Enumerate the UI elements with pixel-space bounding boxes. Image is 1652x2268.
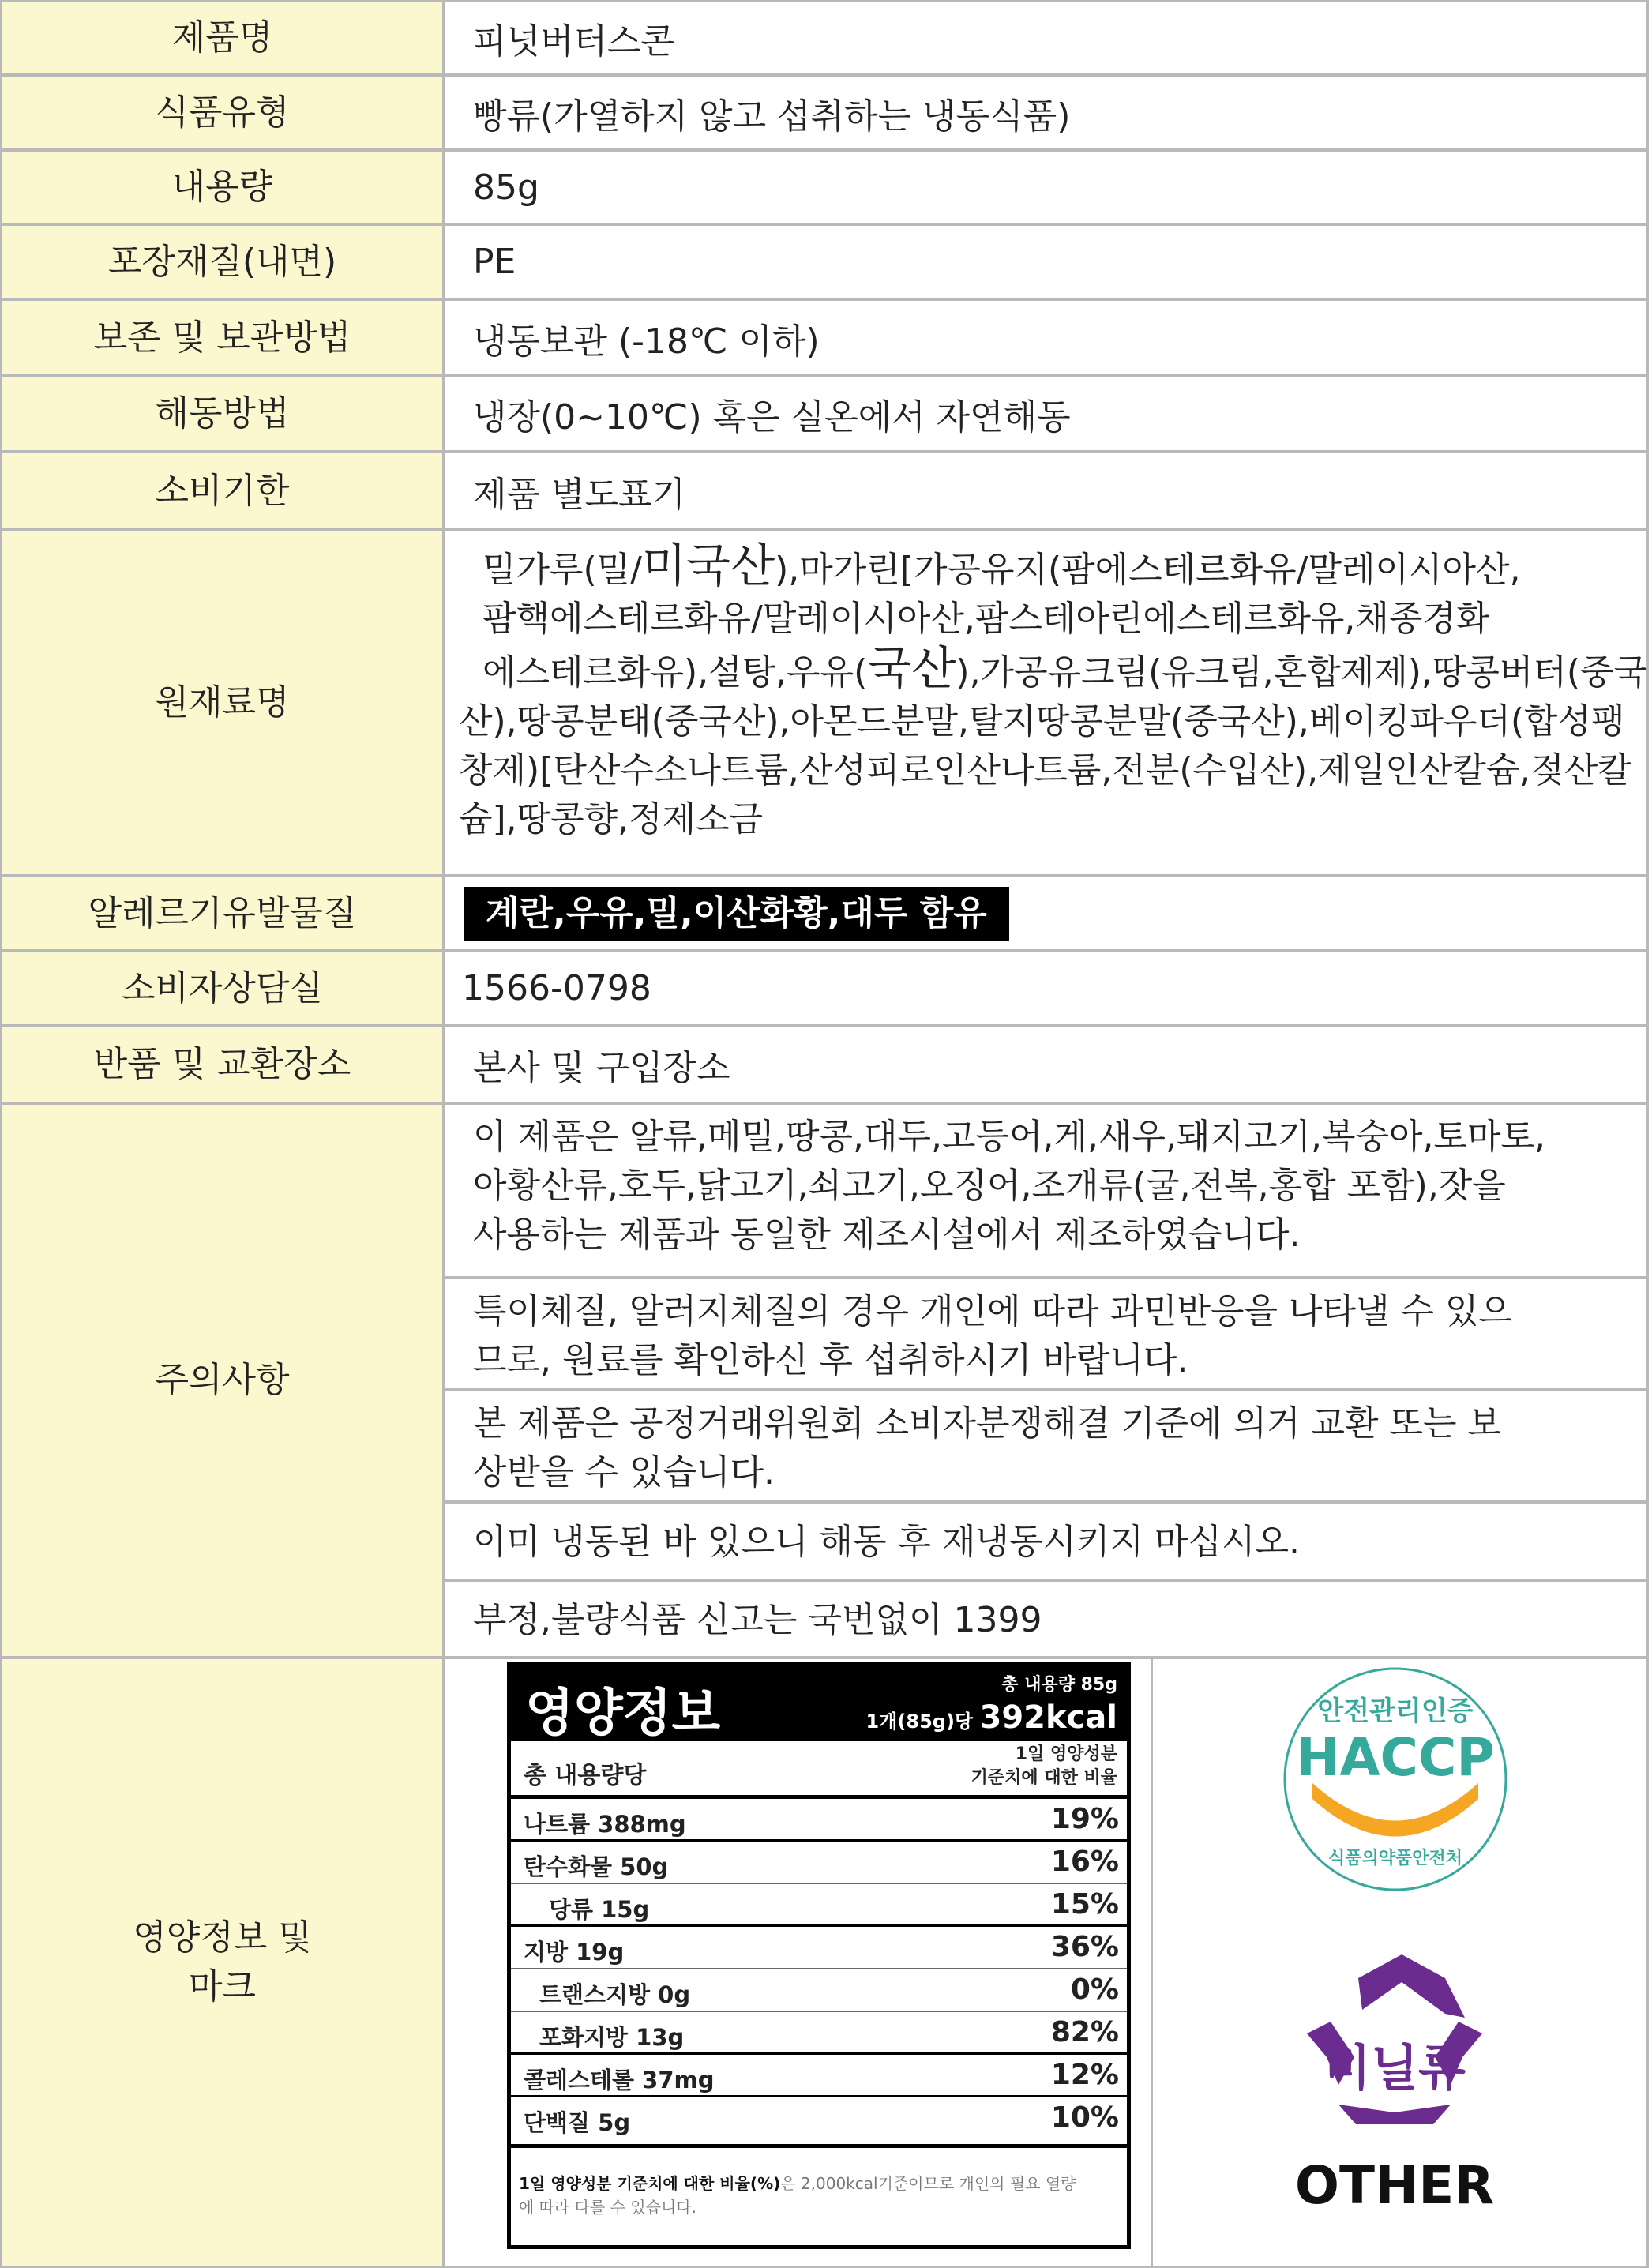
caution-3 — [442, 1389, 1649, 1503]
caution-1-line: 사용하는 제품과 동일한 제조시설에서 제조하였습니다. — [473, 1215, 1301, 1255]
caution-1 — [442, 1102, 1649, 1279]
vinyl-kr-text: 비닐류 — [1323, 2039, 1466, 2097]
value-return: 본사 및 구입장소 — [442, 1025, 1649, 1104]
ingredients-line1-b: ),마가린[가공유지(팜에스테르화유/말레이시아산, — [775, 550, 1521, 590]
label-ingredients: 원재료명 — [0, 529, 442, 877]
nutrient-pct: 10% — [1050, 2101, 1119, 2134]
nutrient-row — [511, 2055, 1127, 2097]
value-expiry: 제품 별도표기 — [442, 451, 1649, 531]
footnote-rest: 은 2,000kcal기준이므로 개인의 필요 열량 — [780, 2174, 1076, 2193]
nutrition-header — [511, 1666, 1127, 1741]
ingredients-line1-a: 밀가루(밀/ — [482, 550, 643, 590]
allergy-badge: 계란,우유,밀,이산화황,대두 함유 — [464, 887, 1009, 941]
subheader-right — [971, 1743, 1117, 1790]
label-return: 반품 및 교환장소 — [0, 1025, 442, 1104]
subheader-left: 총 내용량당 — [524, 1762, 647, 1789]
row-storage — [0, 299, 1649, 377]
label-expiry: 소비기한 — [0, 451, 442, 531]
nutrient-name: 지방 19g — [524, 1939, 625, 1966]
caution-5-line: 부정,불량식품 신고는 국번없이 1399 — [473, 1600, 1042, 1640]
nutrient-name: 단백질 5g — [524, 2109, 631, 2136]
haccp-bottom-text: 식품의약품안전처 — [1327, 1849, 1463, 1868]
nutrient-pct: 16% — [1050, 1846, 1119, 1878]
row-ingredients — [0, 529, 1649, 877]
divider — [1151, 1657, 1153, 2268]
caution-3-line: 본 제품은 공정거래위원회 소비자분쟁해결 기준에 의거 교환 또는 보 — [473, 1403, 1501, 1444]
label-consumer: 소비자상담실 — [0, 950, 442, 1027]
caution-2-line: 특이체질, 알러지체질의 경우 개인에 따라 과민반응을 나타낼 수 있으 — [473, 1291, 1512, 1331]
nutrient-pct: 12% — [1050, 2059, 1119, 2091]
subheader-right-2: 기준치에 대한 비율 — [971, 1768, 1117, 1788]
value-thawing: 냉장(0~10℃) 혹은 실온에서 자연해동 — [442, 375, 1649, 452]
vinyl-en-text: OTHER — [1294, 2155, 1495, 2216]
nutrient-pct: 36% — [1050, 1931, 1119, 1963]
haccp-logo — [1281, 1665, 1510, 1894]
nutrient-name: 당류 15g — [549, 1896, 650, 1923]
nutrient-row — [511, 2012, 1127, 2055]
value-ingredients — [442, 529, 1649, 877]
nutrient-row — [511, 2097, 1127, 2140]
label-allergy: 알레르기유발물질 — [0, 875, 442, 952]
label-storage: 보존 및 보관방법 — [0, 299, 442, 377]
label-net-content: 내용량 — [0, 149, 442, 225]
nutrient-row — [511, 1969, 1127, 2012]
ingredients-line3-a: 에스테르화유),설탕,우유( — [482, 652, 868, 693]
subheader-right-1: 1일 영양성분 — [1015, 1744, 1117, 1764]
label-nutrition-line2: 마크 — [188, 1966, 256, 2007]
vinyl-recycle-mark — [1283, 1947, 1506, 2223]
label-packaging: 포장재질(내면) — [0, 223, 442, 300]
value-net-content: 85g — [442, 149, 1649, 225]
nutrition-total: 총 내용량 85g — [1001, 1675, 1117, 1695]
footnote-line2: 에 따라 다를 수 있습니다. — [519, 2198, 696, 2217]
nutrition-title: 영양정보 — [525, 1684, 721, 1743]
value-consumer: 1566-0798 — [442, 950, 1649, 1027]
recycle-arrow-top — [1358, 1954, 1465, 2018]
caution-2-line: 므로, 원료를 확인하신 후 섭취하시기 바랍니다. — [473, 1340, 1188, 1380]
row-return — [0, 1025, 1649, 1104]
ingredients-origin-big: 미국산 — [642, 539, 775, 592]
nutrition-facts-panel — [507, 1662, 1131, 2249]
row-allergy — [0, 875, 1649, 952]
nutrient-row — [511, 1842, 1127, 1884]
row-product-name — [0, 0, 1649, 76]
nutrition-subheader — [511, 1741, 1127, 1799]
caution-5 — [442, 1579, 1649, 1658]
ingredients-text — [445, 531, 1646, 844]
nutrition-footnote — [511, 2144, 1127, 2219]
ingredients-origin-big-2: 국산 — [867, 641, 956, 695]
ingredients-line6: 슘],땅콩향,정제소금 — [459, 799, 764, 839]
caution-4 — [442, 1501, 1649, 1581]
nutrient-name: 콜레스테롤 37mg — [524, 2067, 715, 2093]
row-food-type — [0, 74, 1649, 151]
ingredients-line5: 창제)[탄산수소나트륨,산성피로인산나트륨,전분(수입산),제일인산칼슘,젖산칼 — [459, 750, 1631, 790]
label-cautions: 주의사항 — [0, 1102, 442, 1658]
ingredients-line2: 팜핵에스테르화유/말레이시아산,팜스테아린에스테르화유,채종경화 — [482, 599, 1490, 639]
label-thawing: 해동방법 — [0, 375, 442, 452]
footnote-bold: 1일 영양성분 기준치에 대한 비율(%) — [519, 2174, 781, 2193]
ingredients-line3-b: ),가공유크림(유크림,혼합제제),땅콩버터(중국 — [956, 652, 1648, 693]
nutrient-name: 탄수화물 50g — [524, 1853, 669, 1880]
nutrient-pct: 0% — [1070, 1973, 1119, 2006]
label-product-name: 제품명 — [0, 0, 442, 76]
nutrient-row — [511, 1927, 1127, 1969]
serving-prefix: 1개(85g)당 — [865, 1710, 974, 1733]
nutrient-row — [511, 1884, 1127, 1927]
nutrient-pct: 82% — [1050, 2016, 1119, 2048]
nutrient-pct: 19% — [1050, 1803, 1119, 1835]
row-expiry — [0, 451, 1649, 531]
caution-4-line: 이미 냉동된 바 있으니 해동 후 재냉동시키지 마십시오. — [473, 1522, 1300, 1562]
label-food-type: 식품유형 — [0, 74, 442, 151]
caution-1-line: 아황산류,호두,닭고기,쇠고기,오징어,조개류(굴,전복,홍합 포함),잣을 — [473, 1166, 1506, 1206]
label-nutrition-line1: 영양정보 및 — [133, 1917, 312, 1958]
ingredients-line4: 산),땅콩분태(중국산),아몬드분말,탈지땅콩분말(중국산),베이킹파우더(합성팽 — [459, 701, 1625, 742]
recycle-arrow-bottom — [1338, 2105, 1451, 2124]
value-allergy — [442, 875, 1649, 952]
row-consumer — [0, 950, 1649, 1027]
value-food-type: 빵류(가열하지 않고 섭취하는 냉동식품) — [442, 74, 1649, 151]
serving-kcal: 392kcal — [979, 1699, 1117, 1736]
label-nutrition — [0, 1657, 442, 2268]
nutrition-serving — [866, 1699, 1117, 1736]
nutrient-pct: 15% — [1050, 1888, 1119, 1921]
caution-2 — [442, 1277, 1649, 1391]
nutrient-name: 포화지방 13g — [539, 2024, 685, 2051]
caution-1-line: 이 제품은 알류,메밀,땅콩,대두,고등어,게,새우,돼지고기,복숭아,토마토, — [473, 1117, 1545, 1157]
nutrient-name: 트랜스지방 0g — [539, 1981, 691, 2008]
value-packaging: PE — [442, 223, 1649, 300]
caution-3-line: 상받을 수 있습니다. — [473, 1452, 775, 1493]
haccp-top-text: 안전관리인증 — [1317, 1695, 1474, 1727]
nutrient-row — [511, 1799, 1127, 1842]
haccp-main-text: HACCP — [1296, 1727, 1495, 1788]
row-net-content — [0, 149, 1649, 225]
nutrient-name: 나트륨 388mg — [524, 1811, 686, 1838]
row-thawing — [0, 375, 1649, 452]
row-packaging — [0, 223, 1649, 300]
value-product-name: 피넛버터스콘 — [442, 0, 1649, 76]
value-storage: 냉동보관 (-18℃ 이하) — [442, 299, 1649, 377]
